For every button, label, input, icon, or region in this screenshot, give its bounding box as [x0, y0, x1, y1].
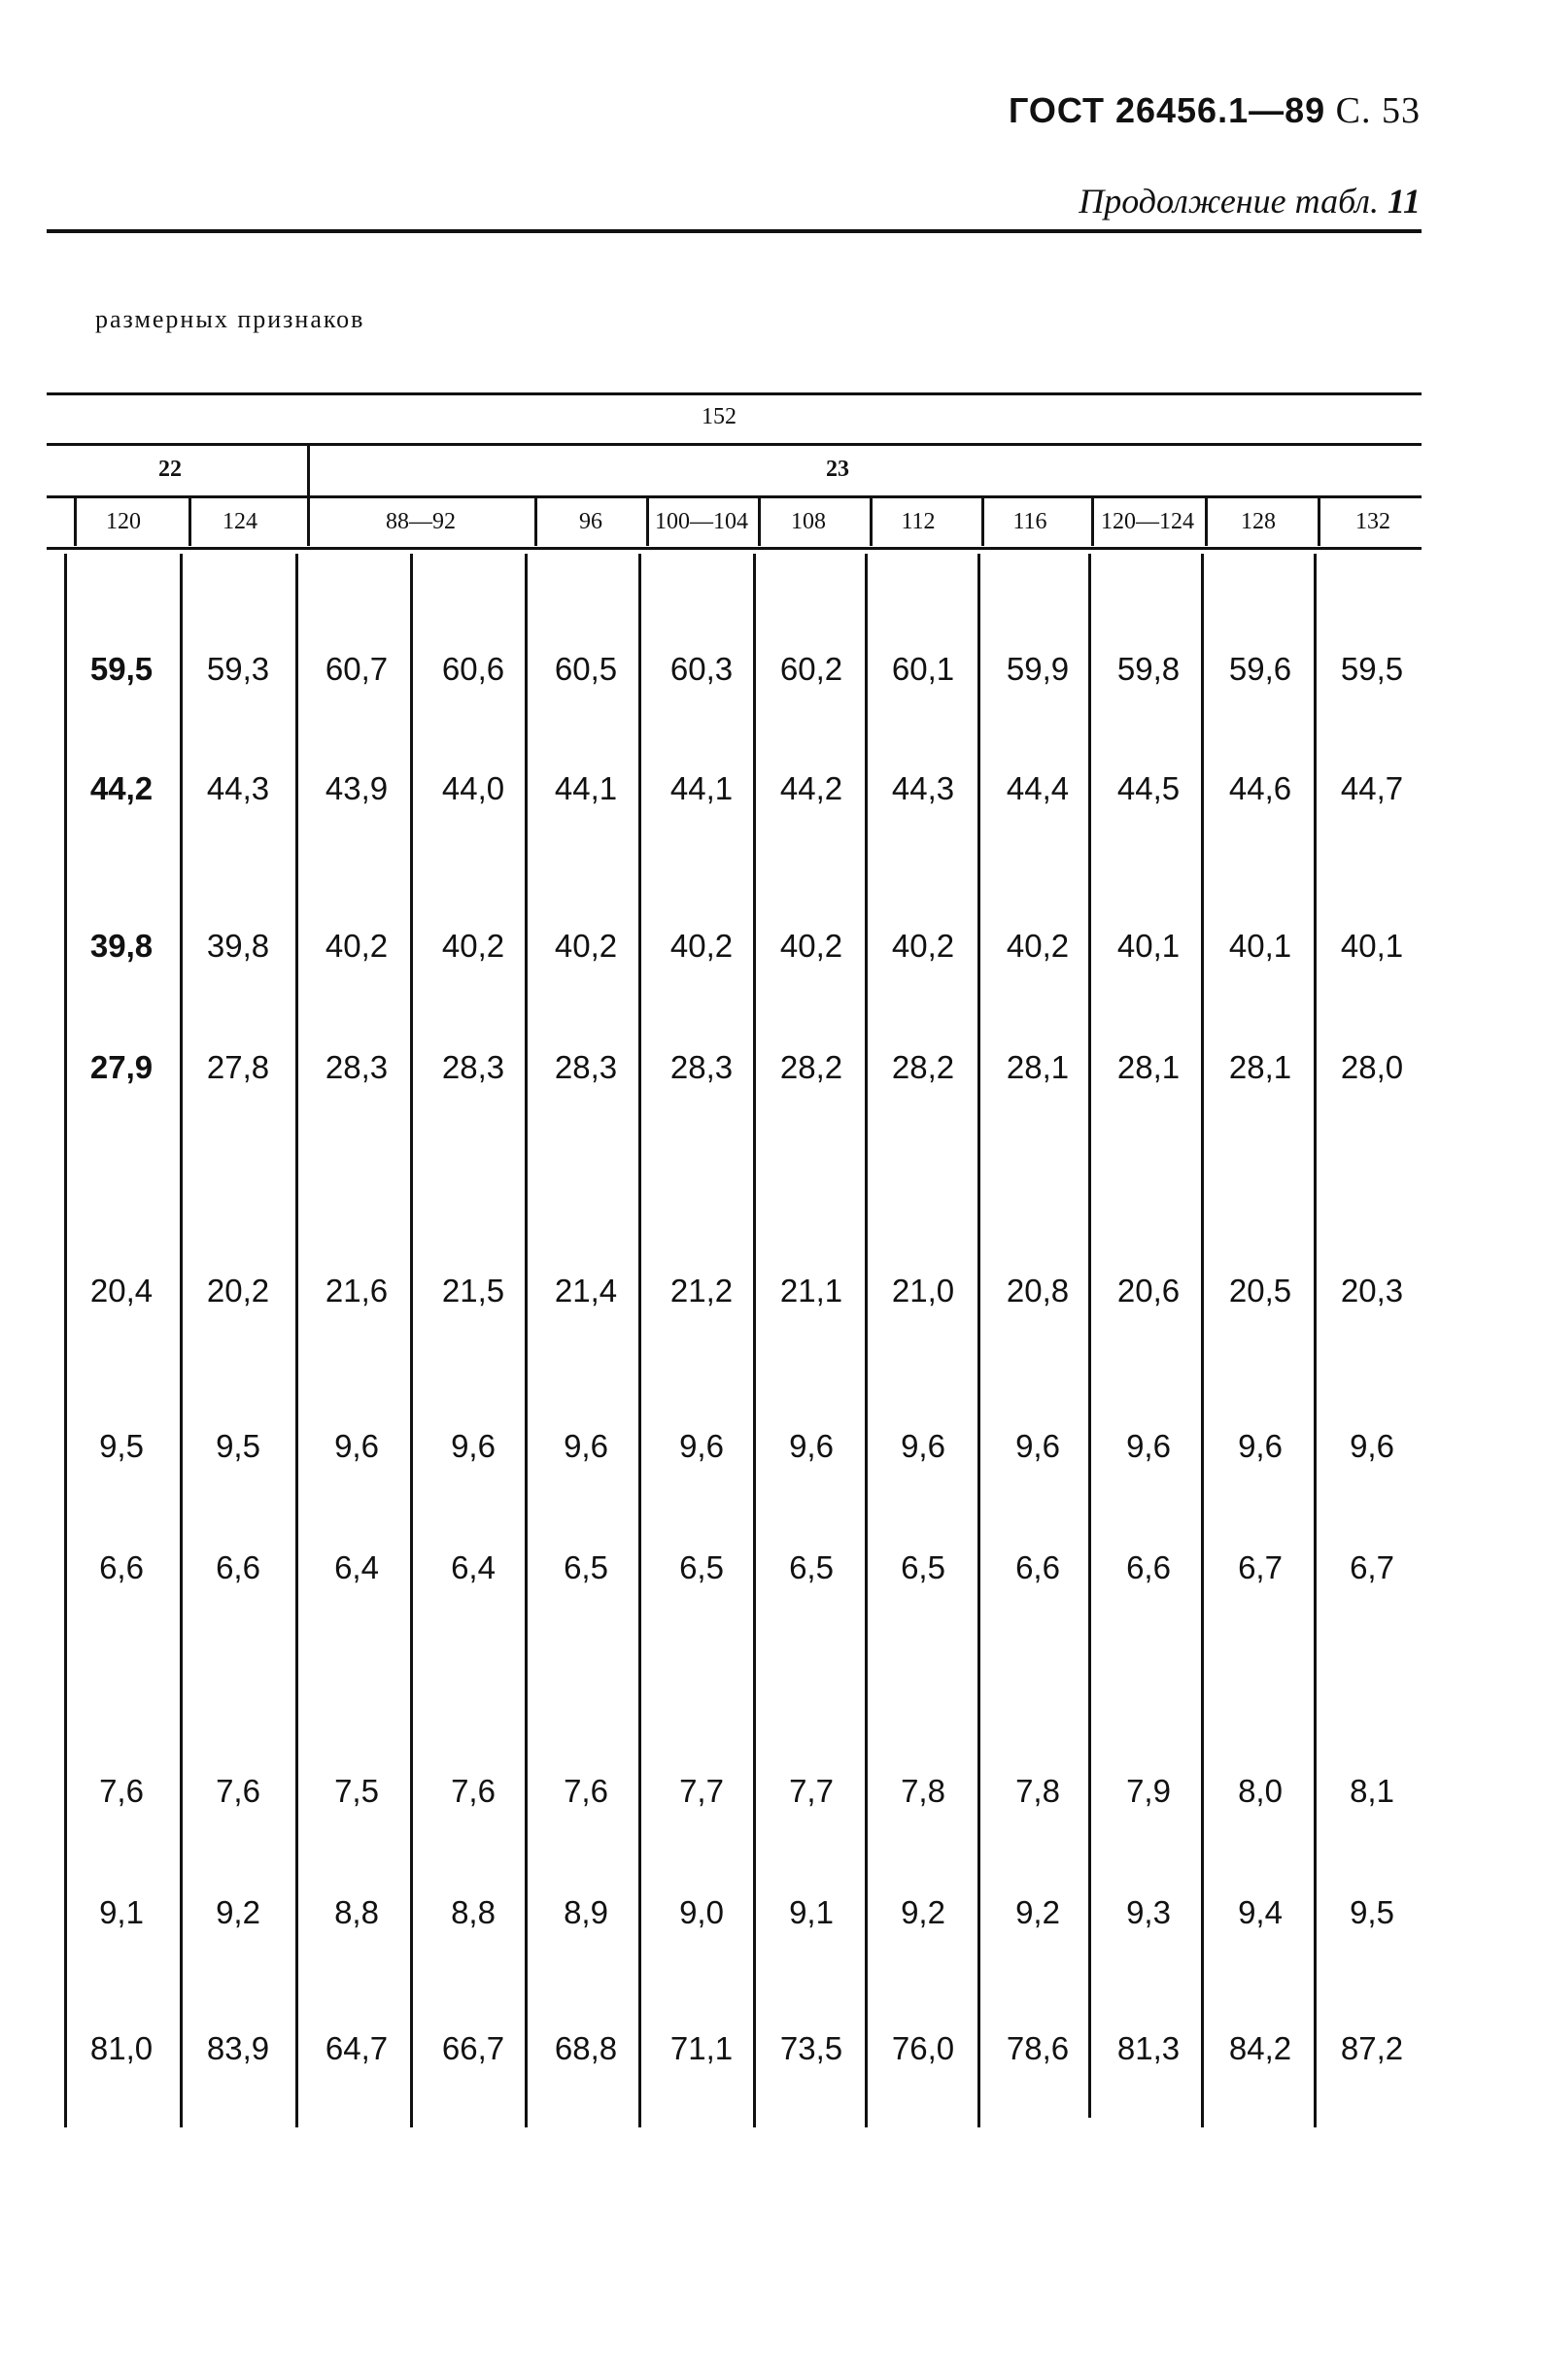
- table-cell: 6,7: [1350, 1549, 1394, 1585]
- body-divider: [865, 554, 868, 2127]
- table-cell: 9,6: [334, 1428, 379, 1464]
- table-cell: 71,1: [669, 2030, 734, 2066]
- table-cell: 83,9: [206, 2030, 270, 2066]
- header-line-columns: [47, 495, 1422, 498]
- header-line-bottom: [47, 547, 1422, 550]
- table-cell: 6,7: [1238, 1549, 1283, 1585]
- table-cell: 59,6: [1228, 651, 1292, 687]
- column-header: 132: [1355, 509, 1390, 534]
- table-cell: 27,9: [89, 1049, 154, 1085]
- table-cell: 7,8: [901, 1773, 945, 1809]
- body-divider: [1088, 554, 1091, 2118]
- body-divider: [525, 554, 528, 2127]
- table-cell: 60,1: [891, 651, 955, 687]
- table-cell: 8,0: [1238, 1773, 1283, 1809]
- table-cell: 43,9: [325, 770, 389, 806]
- table-cell: 44,0: [441, 770, 505, 806]
- table-cell: 28,0: [1340, 1049, 1404, 1085]
- table-cell: 44,3: [206, 770, 270, 806]
- table-cell: 6,6: [1015, 1549, 1060, 1585]
- table-cell: 28,3: [325, 1049, 389, 1085]
- table-cell: 20,4: [89, 1273, 154, 1309]
- table-cell: 9,6: [901, 1428, 945, 1464]
- table-cell: 39,8: [206, 928, 270, 964]
- table-cell: 9,6: [1238, 1428, 1283, 1464]
- table-cell: 44,1: [554, 770, 618, 806]
- table-cell: 9,6: [1015, 1428, 1060, 1464]
- table-cell: 9,6: [564, 1428, 608, 1464]
- table-cell: 59,8: [1116, 651, 1181, 687]
- table-cell: 27,8: [206, 1049, 270, 1085]
- table-cell: 44,2: [89, 770, 154, 806]
- table-cell: 6,5: [789, 1549, 834, 1585]
- header-line-group: [47, 443, 1422, 446]
- body-divider: [64, 554, 67, 2127]
- table-cell: 59,3: [206, 651, 270, 687]
- table-cell: 9,1: [99, 1894, 144, 1930]
- table-cell: 7,5: [334, 1773, 379, 1809]
- column-header: 116: [1012, 509, 1047, 534]
- table-cell: 9,3: [1126, 1894, 1171, 1930]
- table-cell: 9,5: [216, 1428, 260, 1464]
- table-cell: 20,5: [1228, 1273, 1292, 1309]
- top-group-label: 152: [702, 404, 737, 429]
- table-cell: 28,2: [891, 1049, 955, 1085]
- table-cell: 59,5: [89, 651, 154, 687]
- column-header: 124: [223, 509, 257, 534]
- header-line-top: [47, 392, 1422, 395]
- table-cell: 40,1: [1116, 928, 1181, 964]
- table-cell: 28,3: [669, 1049, 734, 1085]
- table-cell: 40,2: [441, 928, 505, 964]
- table-cell: 7,6: [451, 1773, 496, 1809]
- continuation-note: [1079, 181, 1421, 221]
- table-cell: 9,6: [679, 1428, 724, 1464]
- table-cell: 60,5: [554, 651, 618, 687]
- column-header: 88—92: [386, 509, 456, 534]
- table-cell: 40,2: [779, 928, 843, 964]
- body-divider: [753, 554, 756, 2127]
- body-divider: [638, 554, 641, 2127]
- standard-number: ГОСТ 26456.1—89: [1008, 90, 1326, 130]
- table-cell: 7,7: [679, 1773, 724, 1809]
- table-cell: 9,2: [1015, 1894, 1060, 1930]
- column-header: 120: [106, 509, 141, 534]
- continuation-label: Продолжение табл.: [1079, 182, 1379, 221]
- col-divider: [307, 497, 310, 546]
- table-cell: 8,9: [564, 1894, 608, 1930]
- table-cell: 28,1: [1116, 1049, 1181, 1085]
- table-cell: 44,1: [669, 770, 734, 806]
- body-divider: [977, 554, 980, 2127]
- table-cell: 20,6: [1116, 1273, 1181, 1309]
- body-divider: [295, 554, 298, 2127]
- body-divider: [410, 554, 413, 2127]
- table-cell: 28,1: [1228, 1049, 1292, 1085]
- page-number: С. 53: [1335, 90, 1421, 131]
- table-cell: 60,3: [669, 651, 734, 687]
- table-cell: 28,2: [779, 1049, 843, 1085]
- table-cell: 7,6: [216, 1773, 260, 1809]
- col-divider: [188, 497, 191, 546]
- table-cell: 44,7: [1340, 770, 1404, 806]
- table-cell: 21,5: [441, 1273, 505, 1309]
- col-divider: [1318, 497, 1320, 546]
- col-divider: [646, 497, 649, 546]
- table-cell: 9,4: [1238, 1894, 1283, 1930]
- table-cell: 40,1: [1340, 928, 1404, 964]
- table-cell: 7,6: [564, 1773, 608, 1809]
- table-cell: 87,2: [1340, 2030, 1404, 2066]
- col-divider: [534, 497, 537, 546]
- table-cell: 6,5: [679, 1549, 724, 1585]
- table-cell: 73,5: [779, 2030, 843, 2066]
- table-cell: 40,2: [891, 928, 955, 964]
- col-divider: [870, 497, 873, 546]
- column-header: 112: [901, 509, 936, 534]
- column-header: 128: [1241, 509, 1276, 534]
- table-cell: 9,6: [1126, 1428, 1171, 1464]
- table-cell: 20,8: [1006, 1273, 1070, 1309]
- table-cell: 44,3: [891, 770, 955, 806]
- col-divider: [1205, 497, 1208, 546]
- table-cell: 28,3: [554, 1049, 618, 1085]
- table-cell: 9,2: [216, 1894, 260, 1930]
- table-cell: 44,2: [779, 770, 843, 806]
- table-cell: 8,8: [451, 1894, 496, 1930]
- table-cell: 28,1: [1006, 1049, 1070, 1085]
- table-cell: 7,7: [789, 1773, 834, 1809]
- page-header: [1009, 89, 1421, 132]
- table-cell: 9,0: [679, 1894, 724, 1930]
- table-cell: 6,6: [99, 1549, 144, 1585]
- table-cell: 44,4: [1006, 770, 1070, 806]
- table-cell: 9,2: [901, 1894, 945, 1930]
- table-cell: 6,5: [564, 1549, 608, 1585]
- table-cell: 76,0: [891, 2030, 955, 2066]
- table-cell: 21,1: [779, 1273, 843, 1309]
- table-cell: 21,6: [325, 1273, 389, 1309]
- table-cell: 39,8: [89, 928, 154, 964]
- table-cell: 20,2: [206, 1273, 270, 1309]
- column-header: 96: [579, 509, 602, 534]
- table-cell: 9,6: [789, 1428, 834, 1464]
- table-cell: 40,1: [1228, 928, 1292, 964]
- table-cell: 40,2: [669, 928, 734, 964]
- table-cell: 60,6: [441, 651, 505, 687]
- col-divider: [74, 497, 77, 546]
- table-cell: 9,6: [451, 1428, 496, 1464]
- table-cell: 28,3: [441, 1049, 505, 1085]
- table-cell: 7,9: [1126, 1773, 1171, 1809]
- header-rule: [47, 229, 1422, 233]
- column-header: 100—104: [655, 509, 748, 534]
- column-header: 108: [791, 509, 826, 534]
- table-cell: 6,6: [1126, 1549, 1171, 1585]
- table-cell: 81,3: [1116, 2030, 1181, 2066]
- table-cell: 60,7: [325, 651, 389, 687]
- table-cell: 84,2: [1228, 2030, 1292, 2066]
- table-number: 11: [1387, 182, 1421, 221]
- table-cell: 66,7: [441, 2030, 505, 2066]
- table-cell: 8,8: [334, 1894, 379, 1930]
- table-cell: 40,2: [554, 928, 618, 964]
- table-cell: 7,8: [1015, 1773, 1060, 1809]
- table-cell: 78,6: [1006, 2030, 1070, 2066]
- table-cell: 59,9: [1006, 651, 1070, 687]
- table-cell: 6,4: [334, 1549, 379, 1585]
- table-cell: 21,2: [669, 1273, 734, 1309]
- table-cell: 40,2: [1006, 928, 1070, 964]
- col-divider: [981, 497, 984, 546]
- group-divider: [307, 445, 310, 499]
- table-cell: 21,4: [554, 1273, 618, 1309]
- table-cell: 6,6: [216, 1549, 260, 1585]
- table-cell: 64,7: [325, 2030, 389, 2066]
- body-divider: [180, 554, 183, 2127]
- table-cell: 6,4: [451, 1549, 496, 1585]
- col-divider: [1091, 497, 1094, 546]
- table-cell: 9,6: [1350, 1428, 1394, 1464]
- table-cell: 9,5: [99, 1428, 144, 1464]
- table-cell: 59,5: [1340, 651, 1404, 687]
- table-cell: 7,6: [99, 1773, 144, 1809]
- table-caption: размерных признаков: [95, 305, 365, 333]
- col-divider: [758, 497, 761, 546]
- table-cell: 40,2: [325, 928, 389, 964]
- table-cell: 81,0: [89, 2030, 154, 2066]
- table-cell: 6,5: [901, 1549, 945, 1585]
- group-label-22: 22: [158, 457, 182, 482]
- body-divider: [1201, 554, 1204, 2127]
- table-cell: 68,8: [554, 2030, 618, 2066]
- table-cell: 8,1: [1350, 1773, 1394, 1809]
- group-label-23: 23: [826, 457, 849, 482]
- table-cell: 9,1: [789, 1894, 834, 1930]
- table-cell: 21,0: [891, 1273, 955, 1309]
- table-cell: 20,3: [1340, 1273, 1404, 1309]
- table-cell: 44,5: [1116, 770, 1181, 806]
- column-header: 120—124: [1101, 509, 1194, 534]
- table-cell: 44,6: [1228, 770, 1292, 806]
- body-divider: [1314, 554, 1317, 2127]
- table-cell: 9,5: [1350, 1894, 1394, 1930]
- table-cell: 60,2: [779, 651, 843, 687]
